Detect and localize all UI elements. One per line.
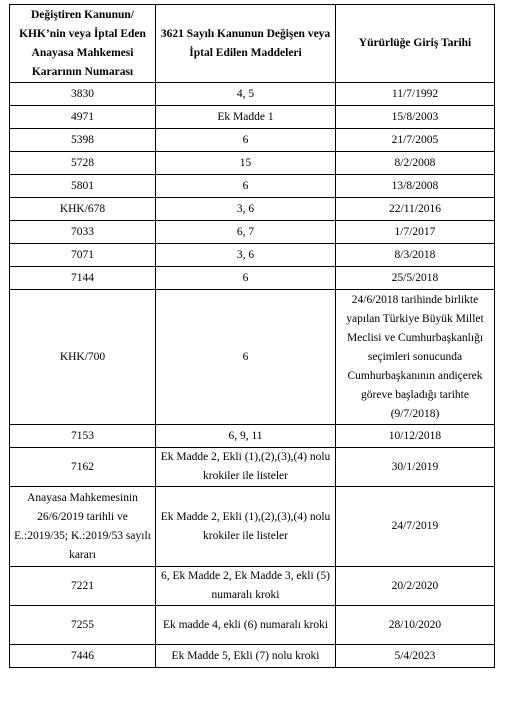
cell-date: 25/5/2018 — [336, 267, 495, 290]
header-effective-date: Yürürlüğe Giriş Tarihi — [336, 5, 495, 83]
cell-law: Anayasa Mahkemesinin 26/6/2019 tarihli ve E.:2019/35; K.:2019/53 sayılı kararı — [10, 487, 156, 567]
cell-date: 30/1/2019 — [336, 448, 495, 487]
cell-articles: Ek Madde 1 — [156, 106, 336, 129]
table-row — [10, 244, 495, 267]
table-row — [10, 606, 495, 645]
cell-articles: 3, 6 — [156, 244, 336, 267]
table-row — [10, 645, 495, 668]
cell-articles: 6 — [156, 175, 336, 198]
table-row — [10, 83, 495, 106]
cell-law: 5728 — [10, 152, 156, 175]
cell-law: KHK/678 — [10, 198, 156, 221]
table-header-row — [10, 5, 495, 83]
cell-law: 7255 — [10, 606, 156, 645]
table-row — [10, 487, 495, 567]
table-row — [10, 152, 495, 175]
cell-law: 7162 — [10, 448, 156, 487]
cell-articles: Ek madde 4, ekli (6) numaralı kroki — [156, 606, 336, 645]
table-row — [10, 448, 495, 487]
cell-date: 24/7/2019 — [336, 487, 495, 567]
table-row — [10, 106, 495, 129]
cell-articles: Ek Madde 2, Ekli (1),(2),(3),(4) nolu krokiler ile listeler — [156, 448, 336, 487]
cell-law: KHK/700 — [10, 290, 156, 425]
cell-articles: Ek Madde 5, Ekli (7) nolu kroki — [156, 645, 336, 668]
cell-date: 11/7/1992 — [336, 83, 495, 106]
cell-date: 21/7/2005 — [336, 129, 495, 152]
amendments-table — [9, 4, 495, 668]
cell-articles: 6 — [156, 129, 336, 152]
table-row — [10, 129, 495, 152]
cell-law: 5801 — [10, 175, 156, 198]
cell-law: 7071 — [10, 244, 156, 267]
cell-law: 7144 — [10, 267, 156, 290]
cell-date: 20/2/2020 — [336, 567, 495, 606]
cell-articles: 4, 5 — [156, 83, 336, 106]
table-row — [10, 290, 495, 425]
cell-articles: 6, 7 — [156, 221, 336, 244]
cell-articles: 6, 9, 11 — [156, 425, 336, 448]
cell-law: 7033 — [10, 221, 156, 244]
table-row — [10, 567, 495, 606]
cell-articles: 15 — [156, 152, 336, 175]
cell-articles: Ek Madde 2, Ekli (1),(2),(3),(4) nolu krokiler ile listeler — [156, 487, 336, 567]
cell-date: 13/8/2008 — [336, 175, 495, 198]
cell-date: 1/7/2017 — [336, 221, 495, 244]
cell-articles: 6 — [156, 290, 336, 425]
cell-date: 8/2/2008 — [336, 152, 495, 175]
table-row — [10, 425, 495, 448]
cell-articles: 6 — [156, 267, 336, 290]
cell-law: 3830 — [10, 83, 156, 106]
table-row — [10, 175, 495, 198]
cell-date: 28/10/2020 — [336, 606, 495, 645]
cell-articles: 3, 6 — [156, 198, 336, 221]
cell-law: 7446 — [10, 645, 156, 668]
table-row — [10, 267, 495, 290]
header-amending-law: Değiştiren Kanunun/ KHK’nin veya İptal Eden Anayasa Mahkemesi Kararının Numarası — [10, 5, 156, 83]
cell-date: 22/11/2016 — [336, 198, 495, 221]
header-amended-articles: 3621 Sayılı Kanunun Değişen veya İptal Edilen Maddeleri — [156, 5, 336, 83]
cell-date: 24/6/2018 tarihinde birlikte yapılan Türkiye Büyük Millet Meclisi ve Cumhurbaşkanlığı seçimleri sonucunda Cumhurbaşkanının andiçerek göreve başladığı tarihte (9/7/2018) — [336, 290, 495, 425]
cell-law: 7153 — [10, 425, 156, 448]
cell-articles: 6, Ek Madde 2, Ek Madde 3, ekli (5) numaralı kroki — [156, 567, 336, 606]
table-row — [10, 198, 495, 221]
cell-law: 7221 — [10, 567, 156, 606]
cell-date: 8/3/2018 — [336, 244, 495, 267]
table-row — [10, 221, 495, 244]
cell-date: 10/12/2018 — [336, 425, 495, 448]
cell-date: 15/8/2003 — [336, 106, 495, 129]
cell-date: 5/4/2023 — [336, 645, 495, 668]
cell-law: 4971 — [10, 106, 156, 129]
cell-law: 5398 — [10, 129, 156, 152]
